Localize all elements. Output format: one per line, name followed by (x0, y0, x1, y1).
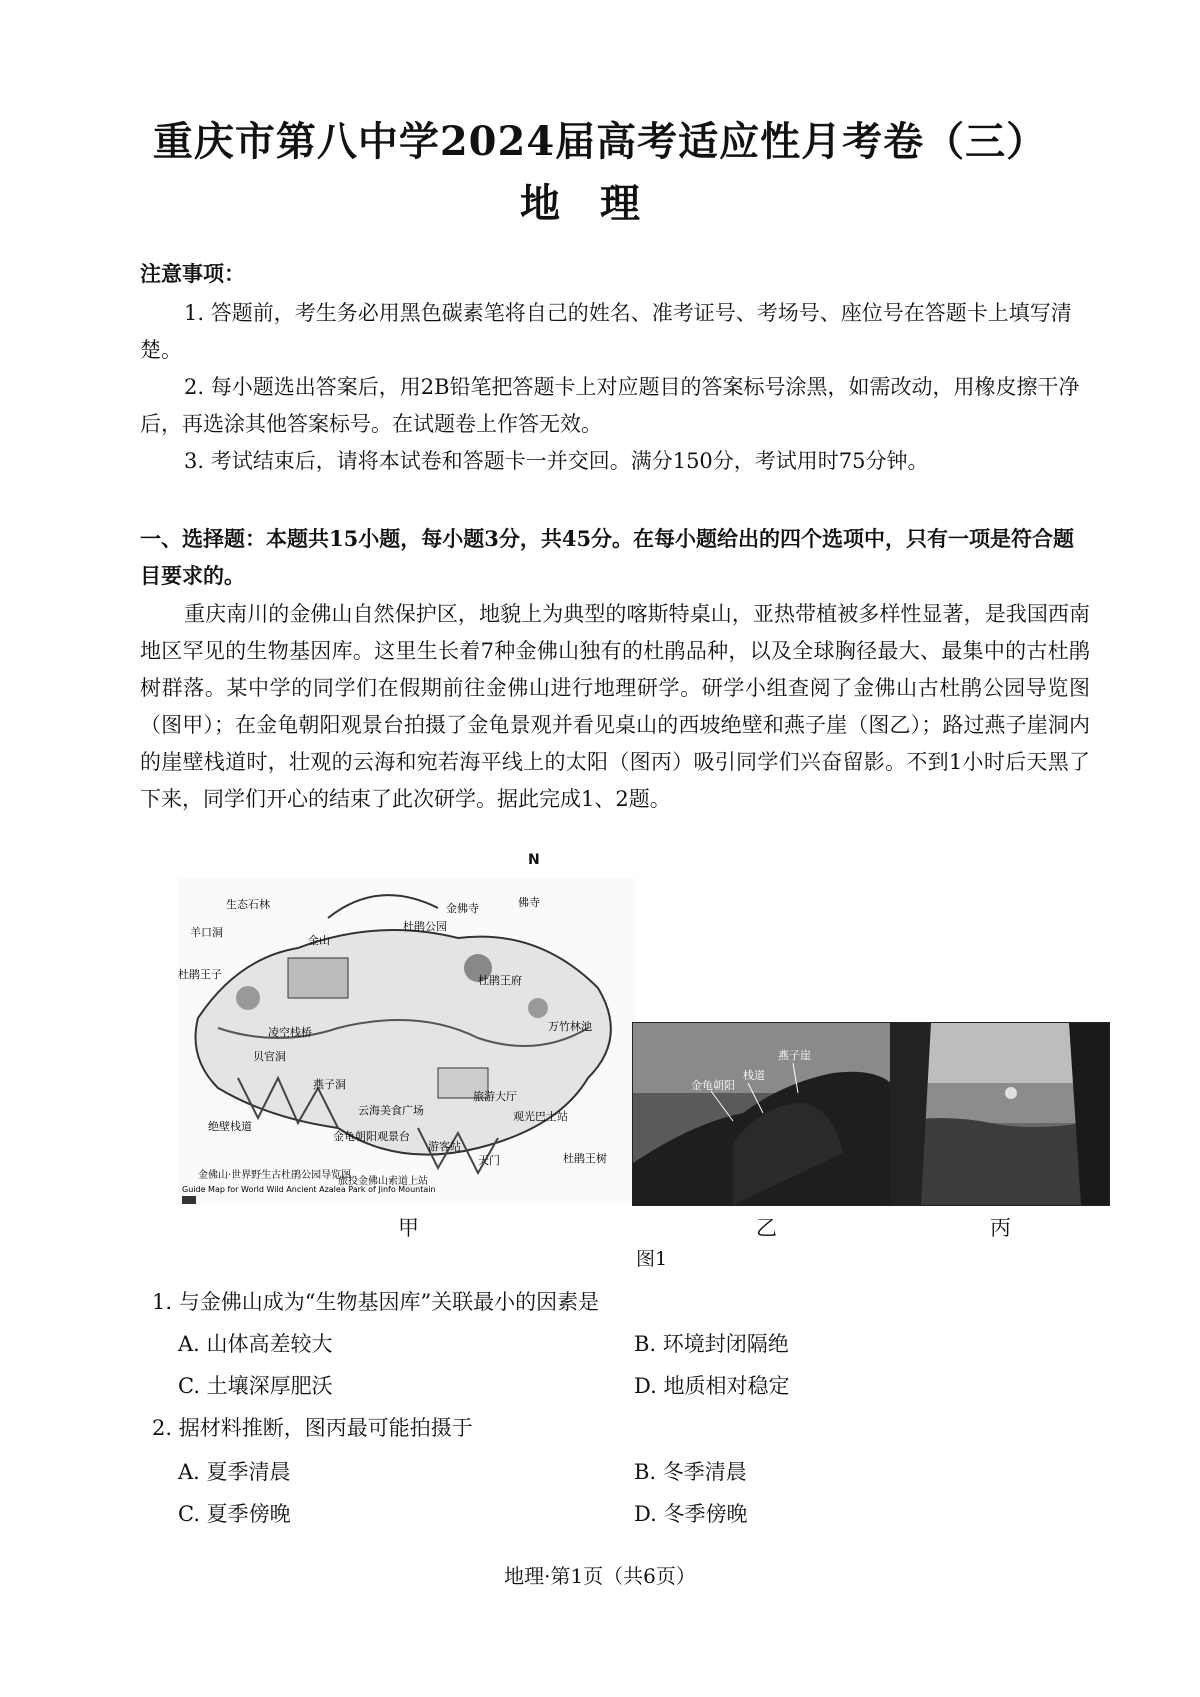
map-subtitle: Guide Map for World Wild Ancient Azalea Park of Jinfo Mountain (182, 1185, 436, 1194)
question-2-option-a: A. 夏季清晨 (178, 1460, 291, 1484)
notice-heading: 注意事项： (140, 261, 245, 286)
guide-map-figure (178, 878, 636, 1204)
material-paragraph: 重庆南川的金佛山自然保护区，地貌上为典型的喀斯特桌山，亚热带植被多样性显著，是我国西南地区罕见的生物基因库。这里生长着7种金佛山独有的杜鹃品种，以及全球胸径最大、最集中的古杜鹃树群落。某中学的同学们在假期前往金佛山进行地理研学。研学小组查阅了金佛山古杜鹃公园导览图（图甲）；在金龟朝阳观景台拍摄了金龟景观并看见桌山的西坡绝壁和燕子崖（图乙）；路过燕子崖洞内的崖壁栈道时，壮观的云海和宛若海平线上的太阳（图丙）吸引同学们兴奋留影。不到1小时后天黑了下来，同学们开心的结束了此次研学。据此完成1、2题。 (140, 602, 1090, 811)
photo-bing (890, 1022, 1110, 1206)
photo-label-zhandao: 栈道 (743, 1069, 765, 1082)
question-2-option-b: B. 冬季清晨 (634, 1460, 747, 1484)
photo-label-jingui: 金龟朝阳 (691, 1079, 735, 1092)
photo-yi-illustration (633, 1023, 891, 1205)
map-label-16: 游客站 (428, 1140, 461, 1153)
figure-caption: 图1 (636, 1248, 668, 1270)
question-1-option-a: A. 山体高差较大 (178, 1332, 333, 1356)
exam-title: 重庆市第八中学2024届高考适应性月考卷（三） (152, 118, 1048, 165)
map-label-11: 燕子洞 (313, 1078, 346, 1091)
map-label-17: 观光巴士站 (513, 1110, 568, 1123)
question-2-stem: 2. 据材料推断，图丙最可能拍摄于 (152, 1416, 473, 1440)
map-label-9: 万竹林池 (548, 1020, 592, 1033)
question-1-option-b: B. 环境封闭隔绝 (634, 1332, 789, 1356)
map-label-20: 旅投金佛山索道上站 (338, 1176, 428, 1187)
map-label-2: 杜鹃王子 (178, 968, 222, 981)
map-title: 金佛山·世界野生古杜鹃公园导览图 (198, 1170, 352, 1181)
north-label: N (528, 852, 540, 868)
map-label-10: 贝官洞 (253, 1050, 286, 1063)
page-footer: 地理·第1页（共6页） (504, 1564, 696, 1588)
map-label-19: 杜鹃王树 (563, 1152, 607, 1165)
guide-map-illustration (178, 878, 636, 1204)
map-label-6: 佛寺 (518, 896, 540, 909)
figure-label-bing: 丙 (990, 1216, 1011, 1240)
map-label-8: 杜鹃王府 (478, 974, 522, 987)
figure-label-yi: 乙 (756, 1216, 777, 1240)
subject-title: 地理 (520, 180, 680, 227)
map-label-13: 旅游大厅 (473, 1090, 517, 1103)
figure-label-jia: 甲 (398, 1216, 419, 1240)
question-1-option-c: C. 土壤深厚肥沃 (178, 1374, 333, 1398)
map-label-1: 羊口洞 (190, 926, 223, 939)
photo-bing-illustration (891, 1023, 1109, 1205)
map-label-0: 生态石林 (226, 898, 270, 911)
map-label-18: 天门 (478, 1154, 500, 1167)
map-label-12: 云海美食广场 (358, 1104, 424, 1117)
photo-label-yanziya: 燕子崖 (778, 1049, 811, 1062)
section-heading: 一、选择题：本题共15小题，每小题3分，共45分。在每小题给出的四个选项中，只有一项是符合题目要求的。 (140, 526, 1075, 588)
question-2-option-c: C. 夏季傍晚 (178, 1502, 291, 1526)
map-label-4: 杜鹃公园 (403, 920, 447, 933)
notice-item-1: 1. 答题前，考生务必用黑色碳素笔将自己的姓名、准考证号、考场号、座位号在答题卡上填写清楚。 (140, 301, 1072, 362)
map-label-14: 金龟朝阳观景台 (333, 1130, 410, 1143)
question-2-option-d: D. 冬季傍晚 (634, 1502, 748, 1526)
notice-item-2: 2. 每小题选出答案后，用2B铅笔把答题卡上对应题目的答案标号涂黑，如需改动，用橡皮擦干净后，再选涂其他答案标号。在试题卷上作答无效。 (140, 375, 1080, 436)
question-1-option-d: D. 地质相对稳定 (634, 1374, 790, 1398)
photo-yi (632, 1022, 892, 1206)
map-label-3: 金山 (308, 934, 330, 947)
question-1-stem: 1. 与金佛山成为“生物基因库”关联最小的因素是 (152, 1290, 600, 1314)
map-label-15: 绝壁栈道 (208, 1120, 252, 1133)
map-label-7: 凌空栈桥 (268, 1026, 312, 1039)
notice-item-3: 3. 考试结束后，请将本试卷和答题卡一并交回。满分150分，考试用时75分钟。 (184, 449, 929, 473)
map-label-5: 金佛寺 (446, 902, 479, 915)
